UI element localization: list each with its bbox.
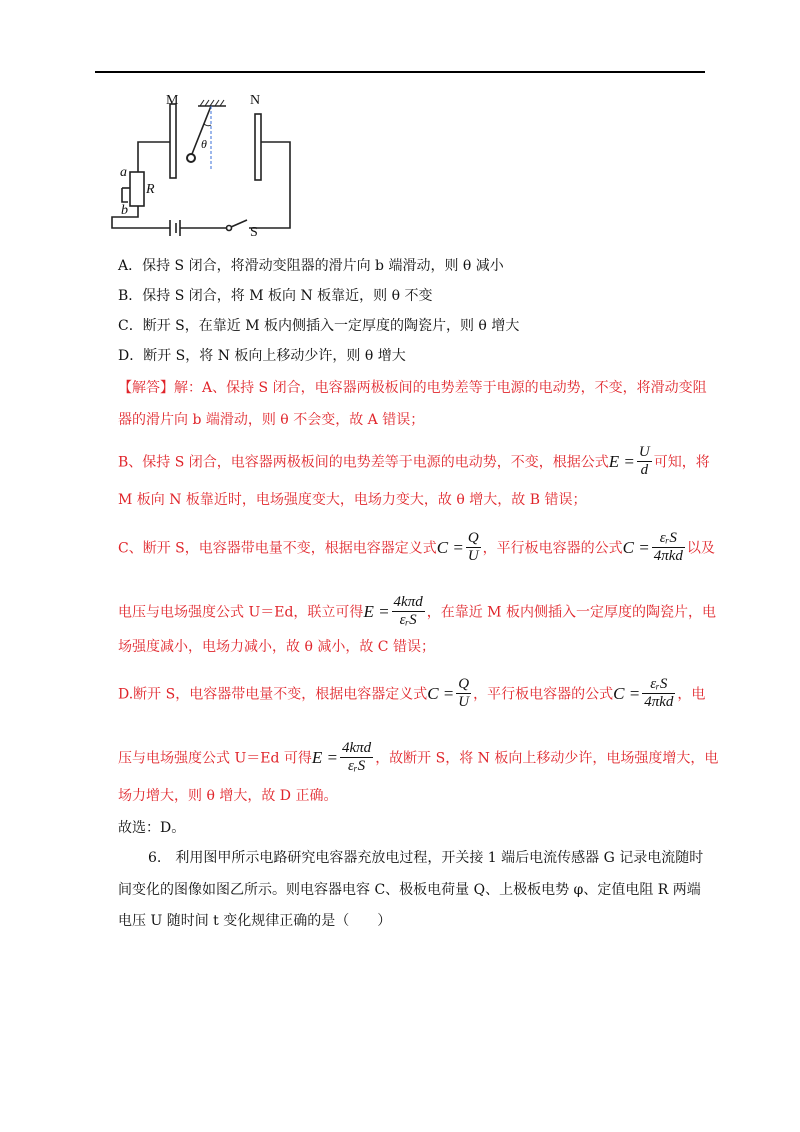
formula-c-qu: C = $\frac{Q}{U}$	[436, 530, 479, 564]
analysis-text: 解：A、保持 S 闭合，电容器两极板间的电势差等于电源的电动势，不变，将滑动变阻	[174, 380, 707, 396]
plate-n	[255, 114, 261, 180]
analysis-d-line-2: 压与电场强度公式 U＝Ed 可得 E = $\frac{\text{4kπd}}{\text{εᵣS}}$ ，故断开 S，将 N 板向上移动少许，电场强度增大，电	[118, 740, 719, 774]
label-m: M	[166, 93, 179, 108]
formula-e-kd-1: E = $\frac{\text{4kπd}}{\text{εᵣS}}$	[363, 594, 423, 628]
charged-ball	[187, 154, 195, 162]
answer: 故选：D。	[118, 820, 186, 836]
formula-e-kd-2: E = $\frac{\text{4kπd}}{\text{εᵣS}}$	[311, 740, 372, 774]
analysis-line-2: 器的滑片向 b 端滑动，则 θ 不会变，故 A 错误；	[118, 412, 425, 428]
label-r: R	[146, 182, 155, 197]
option-c: C．断开 S，在靠近 M 板内侧插入一定厚度的陶瓷片，则 θ 增大	[118, 318, 520, 334]
label-s: S	[250, 225, 258, 240]
label-a: a	[120, 165, 127, 180]
analysis-d-line-3: 场力增大，则 θ 增大，故 D 正确。	[118, 788, 338, 804]
formula-c-es: C = $\frac{\text{εᵣS}}{\text{4πkd}}$	[622, 530, 683, 564]
rheostat	[130, 172, 144, 206]
question-6-line-2: 间变化的图像如图乙所示。则电容器电容 C、极板电荷量 Q、上极板电势 φ、定值电阻 R 两端	[118, 882, 701, 898]
label-n: N	[250, 93, 261, 108]
option-b: B．保持 S 闭合，将 M 板向 N 板靠近，则 θ 不变	[118, 288, 433, 304]
label-theta: θ	[201, 137, 207, 151]
question-6-line-3: 电压 U 随时间 t 变化规律正确的是（ ）	[118, 913, 392, 929]
option-d: D．断开 S，将 N 板向上移动少许，则 θ 增大	[118, 348, 406, 364]
plate-m	[170, 104, 176, 178]
analysis-b-line-2: M 板向 N 板靠近时，电场强度变大，电场力变大，故 θ 增大，故 B 错误；	[118, 492, 587, 508]
analysis-b-line-1: B、保持 S 闭合，电容器两极板间的电势差等于电源的电动势，不变，根据公式 E = $\frac{U}{d}$ 可知，将	[118, 444, 710, 478]
formula-e-ud: E = $\frac{U}{d}$	[608, 444, 650, 478]
formula-c-qu-2: C = $\frac{Q}{U}$	[427, 676, 470, 710]
circuit-diagram	[108, 92, 308, 242]
analysis-c-line-1: C、断开 S，电容器带电量不变，根据电容器定义式 C = $\frac{Q}{U}$ ，平行板电容器的公式 C = $\frac{\text{εᵣS}}{\text{4πkd}}$ 以及	[118, 530, 715, 564]
switch	[231, 220, 247, 227]
analysis-line-1	[118, 378, 707, 398]
analysis-c-line-2: 电压与电场强度公式 U＝Ed，联立可得 E = $\frac{\text{4kπd}}{\text{εᵣS}}$ ，在靠近 M 板内侧插入一定厚度的陶瓷片，电	[118, 594, 716, 628]
option-a: A．保持 S 闭合，将滑动变阻器的滑片向 b 端滑动，则 θ 减小	[118, 258, 504, 274]
question-6-line-1: 6. 利用图甲所示电路研究电容器充放电过程，开关接 1 端后电流传感器 G 记录电流随时	[148, 850, 704, 866]
header-rule	[95, 71, 705, 73]
label-b: b	[121, 203, 128, 218]
analysis-c-line-3: 场强度减小，电场力减小，故 θ 减小，故 C 错误；	[118, 639, 435, 655]
analysis-tag: 【解答】	[118, 380, 174, 396]
formula-c-es-2: C = $\frac{\text{εᵣS}}{\text{4πkd}}$	[613, 676, 674, 710]
analysis-d-line-1: D.断开 S，电容器带电量不变，根据电容器定义式 C = $\frac{Q}{U}$ ，平行板电容器的公式 C = $\frac{\text{εᵣS}}{\text{4πkd}}$ ，电	[118, 676, 706, 710]
